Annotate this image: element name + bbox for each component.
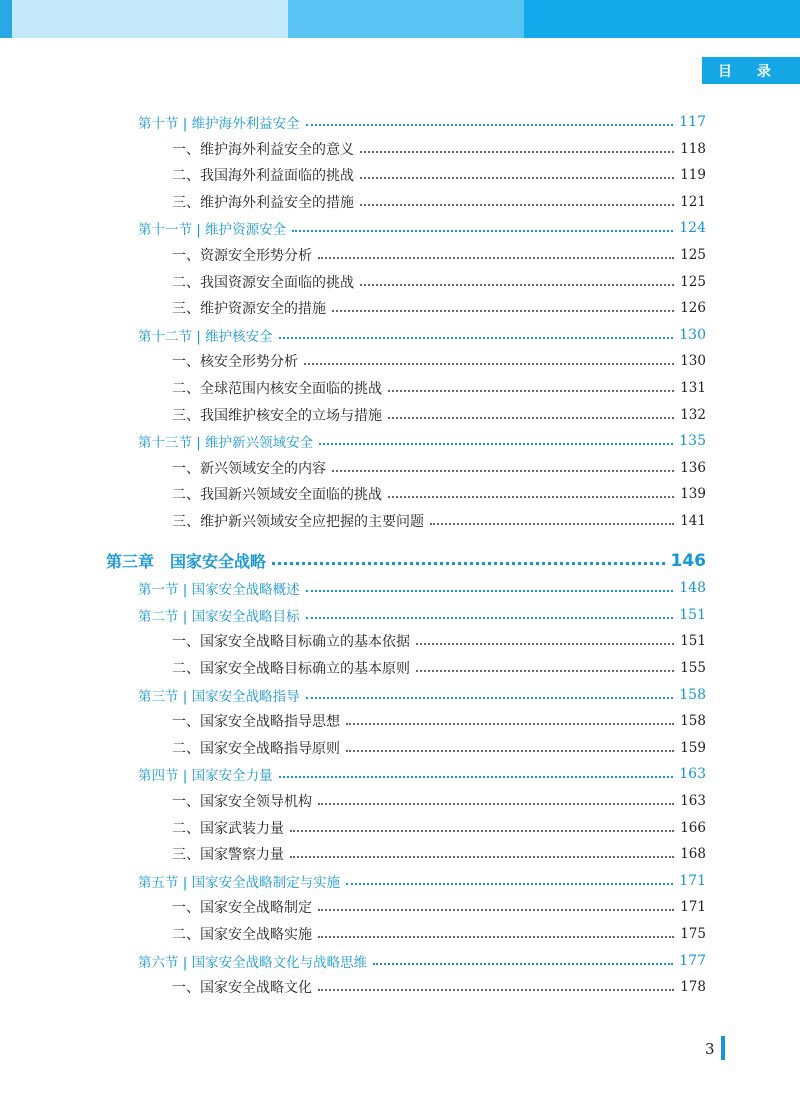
toc-entry-title: 一、国家安全战略指导思想 [172,714,340,731]
toc-entry-title: 一、国家安全战略制定 [172,900,312,917]
toc-entry-page: 163 [679,766,706,783]
toc-leader-dots [332,310,674,312]
toc-entry-title: 第三章 国家安全战略 [106,552,267,572]
toc-section-entry[interactable] [0,761,800,787]
toc-entry-title: 第三节 | 国家安全战略指导 [138,688,300,705]
toc-leader-dots [430,523,674,525]
toc-entry-page: 121 [680,193,706,210]
toc-leader-dots [388,496,674,498]
toc-subsection-entry[interactable] [0,841,800,867]
toc-leader-dots [279,776,674,778]
toc-entry-page: 163 [680,793,706,809]
toc-entry-title: 二、全球范围内核安全面临的挑战 [172,381,382,397]
toc-leader-dots [306,590,674,592]
toc-leader-dots [272,562,664,565]
page-number-bar [721,1036,725,1060]
toc-entry-title: 三、维护新兴领域安全应把握的主要问题 [172,514,424,530]
toc-subsection-entry[interactable] [0,788,800,814]
toc-subsection-entry[interactable] [0,708,800,734]
toc-section-entry[interactable] [0,948,800,974]
toc-leader-dots [306,697,674,699]
toc-entry-page: 148 [679,580,706,597]
toc-entry-page: 178 [680,979,706,996]
toc-chapter-entry[interactable] [0,545,800,577]
toc-leader-dots [360,177,674,179]
toc-subsection-entry[interactable] [0,815,800,841]
toc-entry-title: 第一节 | 国家安全战略概述 [138,582,300,599]
toc-leader-dots [279,337,674,339]
toc-leader-dots [346,723,674,725]
toc-leader-dots [416,643,674,645]
toc-entry-page: 168 [680,846,706,863]
toc-subsection-entry[interactable] [0,735,800,761]
toc-entry-page: 171 [679,872,706,889]
toc-entry-page: 118 [680,140,706,157]
toc-entry-page: 146 [670,550,706,571]
toc-subsection-entry[interactable] [0,162,800,188]
toc-leader-dots [306,617,674,619]
toc-subsection-entry[interactable] [0,348,800,374]
toc-section-entry[interactable] [0,682,800,708]
toc-leader-dots [360,151,674,153]
toc-entry-title: 一、资源安全形势分析 [172,248,312,264]
toc-leader-dots [346,883,673,885]
toc-entry-page: 151 [679,606,706,623]
toc-leader-dots [373,963,673,965]
toc-entry-title: 二、国家安全战略实施 [172,927,312,943]
toc-header-tab [702,57,800,84]
toc-subsection-entry[interactable] [0,455,800,481]
toc-entry-title: 第四节 | 国家安全力量 [138,768,273,785]
toc-section-entry[interactable] [0,602,800,628]
toc-leader-dots [292,230,673,232]
toc-entry-page: 171 [680,899,706,916]
toc-entry-page: 166 [680,819,706,836]
toc-subsection-entry[interactable] [0,655,800,681]
toc-entry-page: 151 [680,633,706,650]
toc-leader-dots [360,284,674,286]
toc-section-entry[interactable] [0,868,800,894]
toc-entry-title: 第十二节 | 维护核安全 [138,328,273,345]
toc-entry-page: 117 [679,114,706,130]
toc-subsection-entry[interactable] [0,136,800,162]
toc-entry-title: 二、我国资源安全面临的挑战 [172,274,354,291]
page-number: 3 [705,1040,715,1058]
toc-subsection-entry[interactable] [0,508,800,534]
toc-leader-dots [416,670,674,672]
toc-entry-title: 一、国家安全领导机构 [172,794,312,810]
toc-leader-dots [346,750,674,752]
top-bar-segment [12,0,288,38]
toc-subsection-entry[interactable] [0,481,800,507]
toc-leader-dots [318,909,674,911]
toc-leader-dots [318,803,674,805]
toc-entry-page: 131 [680,380,706,396]
toc-leader-dots [360,204,674,206]
toc-entry-page: 175 [680,926,706,942]
toc-leader-dots [318,989,674,991]
toc-entry-page: 159 [680,739,706,756]
toc-entry-title: 二、国家安全战略指导原则 [172,740,340,757]
toc-header-title: 目 录 [718,63,781,80]
toc-entry-page: 125 [680,247,706,263]
toc-entry-title: 一、国家安全战略目标确立的基本依据 [172,634,410,651]
toc-entry-title: 一、新兴领域安全的内容 [172,460,326,477]
toc-entry-title: 第六节 | 国家安全战略文化与战略思维 [138,954,368,971]
toc-entry-title: 第五节 | 国家安全战略制定与实施 [138,874,341,891]
toc-leader-dots [332,470,674,472]
toc-subsection-entry[interactable] [0,402,800,428]
toc-subsection-entry[interactable] [0,921,800,947]
toc-entry-page: 125 [680,273,706,290]
toc-subsection-entry[interactable] [0,375,800,401]
toc-entry-page: 139 [680,486,706,503]
top-bar-segment [288,0,524,38]
toc-entry-title: 一、核安全形势分析 [172,354,298,371]
toc-leader-dots [319,443,673,445]
toc-entry-page: 136 [680,459,706,476]
toc-entry-title: 第十节 | 维护海外利益安全 [138,116,300,132]
toc-entry-title: 第十一节 | 维护资源安全 [138,222,287,239]
toc-entry-page: 119 [680,167,706,184]
toc-entry-title: 第二节 | 国家安全战略目标 [138,608,300,625]
toc-subsection-entry[interactable] [0,894,800,920]
toc-entry-page: 124 [679,220,706,237]
toc-entry-page: 177 [679,952,706,969]
toc-entry-title: 三、维护资源安全的措施 [172,301,326,318]
toc-entry-title: 二、我国海外利益面临的挑战 [172,168,354,185]
toc-section-entry[interactable] [0,575,800,601]
top-bar-segment [0,0,12,38]
toc-section-entry[interactable] [0,322,800,348]
toc-entry-page: 126 [680,300,706,317]
toc-leader-dots [306,124,674,126]
toc-entry-title: 第十三节 | 维护新兴领域安全 [138,435,314,452]
top-bar-segment [524,0,800,38]
toc-entry-title: 三、维护海外利益安全的措施 [172,194,354,211]
toc-entry-page: 155 [680,660,706,676]
toc-leader-dots [388,417,674,419]
toc-entry-page: 158 [680,713,706,730]
toc-leader-dots [388,390,674,392]
toc-leader-dots [318,257,674,259]
toc-leader-dots [290,830,674,832]
toc-entry-page: 130 [679,326,706,343]
toc-subsection-entry[interactable] [0,295,800,321]
toc-entry-title: 二、国家安全战略目标确立的基本原则 [172,661,410,677]
toc-leader-dots [318,936,674,938]
toc-entry-title: 三、国家警察力量 [172,847,284,864]
toc-entry-page: 135 [679,433,706,450]
toc-leader-dots [290,856,674,858]
toc-section-entry[interactable] [0,109,800,135]
toc-entry-title: 二、我国新兴领域安全面临的挑战 [172,487,382,504]
toc-entry-page: 141 [680,513,706,529]
toc-section-entry[interactable] [0,428,800,454]
toc-entry-page: 132 [680,406,706,423]
toc-subsection-entry[interactable] [0,628,800,654]
toc-section-entry[interactable] [0,215,800,241]
toc-subsection-entry[interactable] [0,242,800,268]
toc-subsection-entry[interactable] [0,269,800,295]
toc-entry-page: 130 [680,353,706,370]
toc-subsection-entry[interactable] [0,189,800,215]
toc-leader-dots [304,363,674,365]
toc-entry-title: 一、国家安全战略文化 [172,980,312,997]
toc-subsection-entry[interactable] [0,974,800,1000]
toc-entry-title: 三、我国维护核安全的立场与措施 [172,407,382,424]
top-color-bar [0,0,800,38]
toc-entry-title: 一、维护海外利益安全的意义 [172,141,354,158]
toc-entry-page: 158 [679,686,706,703]
toc-entry-title: 二、国家武装力量 [172,820,284,837]
